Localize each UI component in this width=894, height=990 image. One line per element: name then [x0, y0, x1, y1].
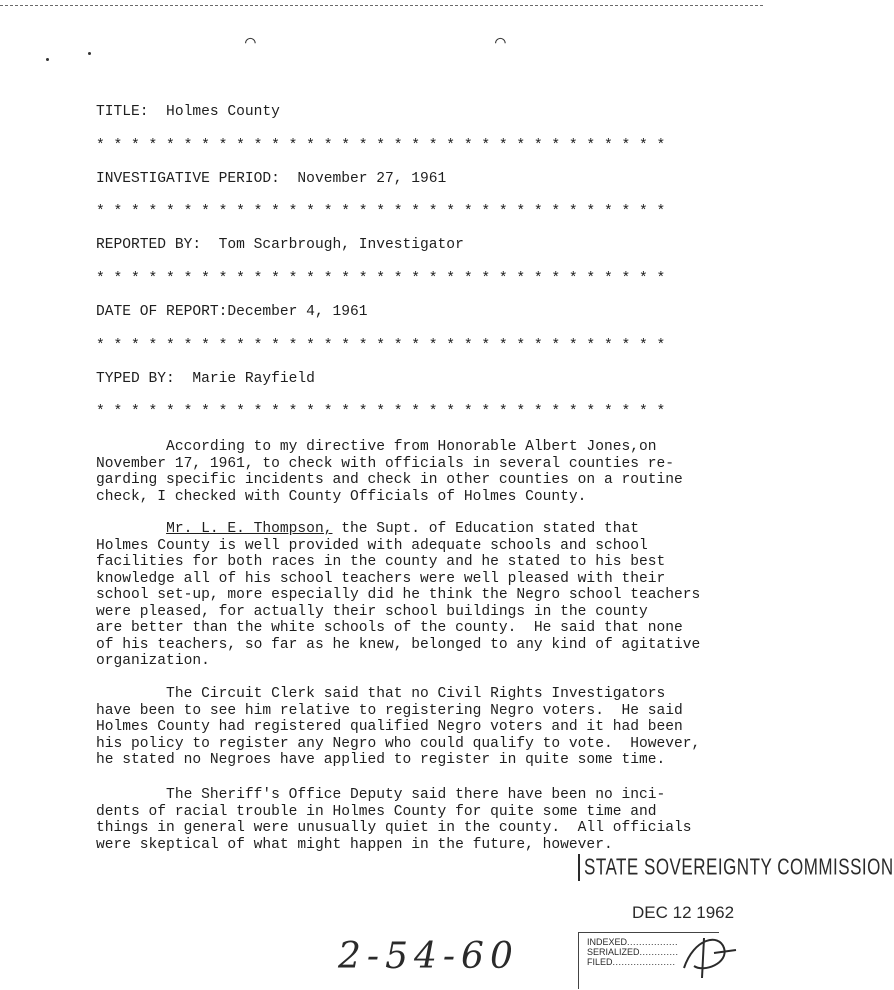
separator-5: * * * * * * * * * * * * * * * * * * * * * * * * * * * * * * * * *	[96, 404, 666, 420]
paragraph-line	[96, 521, 639, 538]
handwritten-file-number: 2-54-60	[338, 936, 519, 977]
paragraph-line: are better than the white schools of the county. He said that none	[96, 620, 683, 636]
separator-4: * * * * * * * * * * * * * * * * * * * * * * * * * * * * * * * * *	[96, 338, 666, 354]
paragraph-line: were pleased, for actually their school buildings in the county	[96, 603, 648, 620]
paragraph-line: According to my directive from Honorable Albert Jones,on	[96, 439, 657, 455]
separator-2: * * * * * * * * * * * * * * * * * * * * * * * * * * * * * * * * *	[96, 204, 666, 220]
paragraph-line: his policy to register any Negro who could qualify to vote. However,	[96, 735, 701, 752]
paragraph-line: he stated no Negroes have applied to register in quite some time.	[96, 752, 666, 768]
initials-scribble	[674, 928, 744, 983]
paragraph-line: have been to see him relative to registering Negro voters. He said	[96, 702, 683, 719]
superintendent-line-rest: the Supt. of Education stated that	[332, 521, 639, 537]
superintendent-name: Mr. L. E. Thompson,	[166, 521, 333, 537]
paragraph-line: garding specific incidents and check in other counties on a routine	[96, 472, 683, 488]
paragraph-line: things in general were unusually quiet in the county. All officials	[96, 820, 692, 836]
paragraph-line: The Sheriff's Office Deputy said there have been no inci-	[96, 787, 666, 803]
stray-mark	[88, 52, 91, 55]
paragraph-line: check, I checked with County Officials of Holmes County.	[96, 488, 587, 505]
investigative-period: INVESTIGATIVE PERIOD: November 27, 1961	[96, 171, 447, 187]
report-title: TITLE: Holmes County	[96, 104, 280, 120]
paragraph-line: Holmes County had registered qualified Negro voters and it had been	[96, 719, 683, 735]
stamp-field-indexed: INDEXED.................	[587, 937, 679, 947]
punch-mark-left: ⌒	[245, 33, 256, 53]
stray-mark	[46, 58, 49, 61]
paragraph-line: school set-up, more especially did he think the Negro school teachers	[96, 587, 701, 603]
paragraph-line: were skeptical of what might happen in the future, however.	[96, 836, 613, 853]
date-of-report: DATE OF REPORT:December 4, 1961	[96, 304, 368, 320]
reported-by: REPORTED BY: Tom Scarbrough, Investigator	[96, 237, 464, 253]
paragraph-line: dents of racial trouble in Holmes County for quite some time and	[96, 803, 657, 820]
stamp-date: DEC 12 1962	[632, 903, 735, 922]
paragraph-line: of his teachers, so far as he knew, belonged to any kind of agitative	[96, 636, 701, 653]
paragraph-line: Holmes County is well provided with adequate schools and school	[96, 537, 648, 554]
commission-stamp	[576, 848, 894, 990]
separator-1: * * * * * * * * * * * * * * * * * * * * * * * * * * * * * * * * *	[96, 138, 666, 154]
typed-by: TYPED BY: Marie Rayfield	[96, 371, 315, 387]
stamp-field-filed: FILED.....................	[587, 957, 676, 967]
stamp-field-serialized: SERIALIZED.............	[587, 947, 679, 957]
paragraph-line: facilities for both races in the county and he stated to his best	[96, 554, 666, 570]
page-top-edge	[0, 5, 763, 6]
paragraph-line: The Circuit Clerk said that no Civil Rights Investigators	[96, 686, 666, 702]
paragraph-line: knowledge all of his school teachers were well pleased with their	[96, 570, 666, 587]
punch-mark-right: ⌒	[495, 33, 506, 53]
separator-3: * * * * * * * * * * * * * * * * * * * * * * * * * * * * * * * * *	[96, 271, 666, 287]
paragraph-line: organization.	[96, 653, 210, 669]
stamp-title: STATE SOVEREIGNTY COMMISSION	[578, 854, 769, 881]
paragraph-line: November 17, 1961, to check with officials in several counties re-	[96, 455, 675, 472]
